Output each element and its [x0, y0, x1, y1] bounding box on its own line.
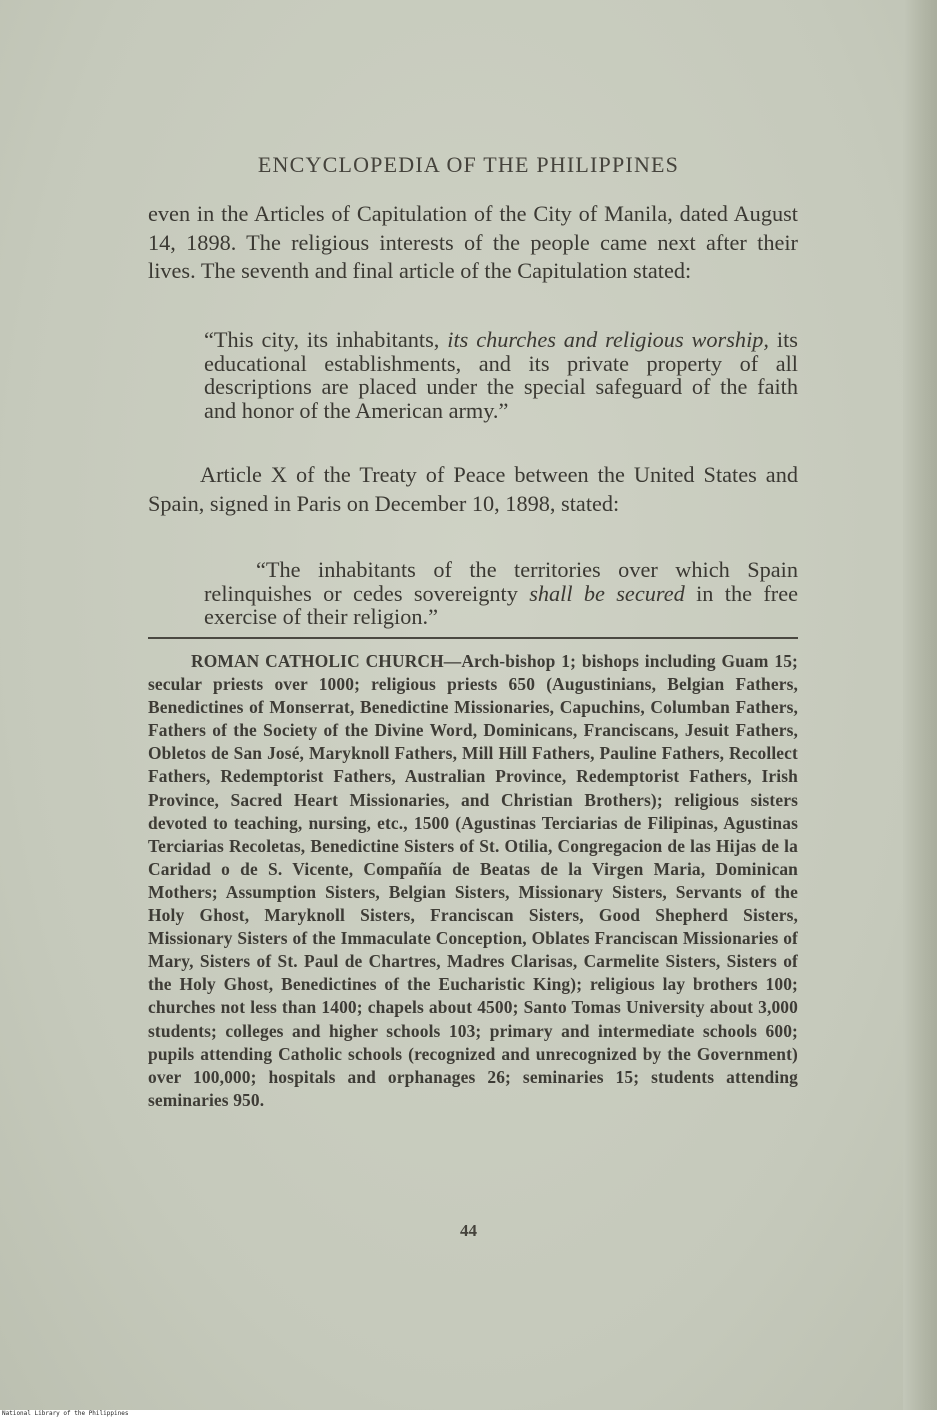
page-edge-shadow: [903, 0, 937, 1410]
quote-italic-text: shall be secured: [529, 580, 685, 606]
paragraph-treaty: Article X of the Treaty of Peace between the United States and Spain, signed in Paris on December 10, 1898, stated:: [148, 462, 798, 516]
blockquote-capitulation: [204, 328, 798, 422]
quote-text: “The inhabitants of the territories over which Spain relinquishes or cedes sovereignty: [204, 557, 798, 606]
page-number: 44: [460, 1221, 477, 1240]
footnote-divider: [148, 637, 798, 639]
footnote-roman-catholic-church: ROMAN CATHOLIC CHURCH—Arch-bishop 1; bishops including Guam 15; secular priests over 1000; religious priests 650 (Augustinians, Belgian Fathers, Benedictines of Monserrat, Benedictine Missionaries, Capuchins, Columban Fathers, Fathers of the Society of the Divine Word, Dominicans, Franciscans, Jesuit Fathers, Obletos de San José, Maryknoll Fathers, Mill Hill Fathers, Pauline Fathers, Recollect Fathers, Redemptorist Fathers, Australian Province, Redemptorist Fathers, Irish Province, Sacred Heart Missionaries, and Christian Brothers); religious sisters devoted to teaching, nursing, etc., 1500 (Agustinas Terciarias de Filipinas, Agustinas Terciarias Recoletas, Benedictine Sisters of St. Otilia, Congregacion de las Hijas de la Caridad o de S. Vicente, Compañía de Beatas de la Virgen Maria, Dominican Mothers; Assumption Sisters, Belgian Sisters, Missionary Sisters, Servants of the Holy Ghost, Maryknoll Sisters, Franciscan Sisters, Good Shepherd Sisters, Missionary Sisters of the Immaculate Conception, Oblates Franciscan Missionaries of Mary, Sisters of St. Paul de Chartres, Madres Clarisas, Carmelite Sisters, Sisters of the Holy Ghost, Benedictines of the Eucharistic King); religious lay brothers 100; churches not less than 1400; chapels about 4500; Santo Tomas University about 3,000 students; colleges and higher schools 103; primary and intermediate schools 600; pupils attending Catholic schools (recognized and unrecognized by the Government) over 100,000; hospitals and orphanages 26; seminaries 15; students attending seminaries 950.: [148, 651, 798, 1110]
running-header: ENCYCLOPEDIA OF THE PHILIPPINES: [257, 152, 680, 177]
quote-text: “This city, its inhabitants,: [204, 327, 448, 352]
quote-text: its educational establishments, and its private property of all descriptions are placed under the special safeguard of the faith and honor of the American army.”: [204, 327, 798, 423]
quote-italic-text: its churches and religious worship,: [447, 327, 769, 352]
library-credit: National Library of the Philippines: [0, 1410, 937, 1418]
quote-text: in the free exercise of their religion.”: [204, 580, 798, 629]
blockquote-treaty: [204, 558, 798, 629]
paragraph-capitulation: even in the Articles of Capitulation of the City of Manila, dated August 14, 1898. The religious interests of the people came next after their lives. The seventh and final article of the Capitulation stated:: [148, 201, 798, 284]
